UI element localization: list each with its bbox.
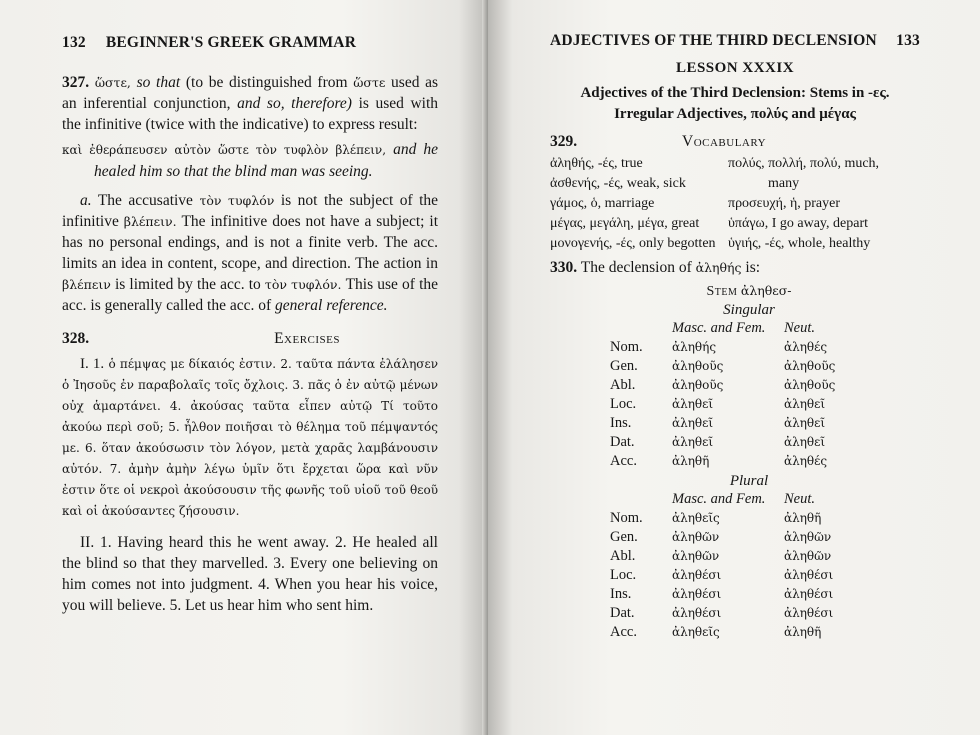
vocab-entry: many: [768, 176, 800, 191]
subtitle-line-1: Adjectives of the Third Declension: Stems in -ες.: [580, 85, 890, 101]
lesson-title: LESSON XXXIX: [675, 60, 795, 76]
paradigm-row: [610, 604, 833, 623]
vocab-entry: μονογενής, -ές, only begotten: [550, 236, 716, 251]
right-running-title: ADJECTIVES OF THE THIRD DECLENSION: [550, 32, 877, 49]
paradigm-row: [610, 528, 833, 547]
section-number: 328.: [62, 330, 90, 347]
greek-term: ἀληθής: [695, 260, 742, 275]
paradigm-row: [610, 395, 835, 414]
neut-form: ἀληθοῦς: [784, 378, 836, 392]
singular-paradigm: [610, 319, 835, 471]
vocab-entry: ὑγιής, -ές, whole, healthy: [728, 236, 871, 251]
singular-label: Singular: [723, 302, 775, 318]
text: This use of the acc. is generally called the acc. of: [62, 276, 439, 314]
paradigm-row: [610, 452, 835, 471]
left-running-head: [62, 34, 438, 56]
subtitle-line-2: Irregular Adjectives, πολύς and μέγας: [614, 106, 856, 122]
right-running-head: [550, 32, 920, 54]
exercises-title: Exercises: [274, 330, 340, 347]
neut-form: ἀληθῆ: [784, 511, 822, 525]
right-page-number: 133: [896, 32, 920, 49]
greek-term: τὸν τυφλόν: [199, 193, 275, 208]
note-label: a.: [80, 192, 92, 209]
case-label: Gen.: [610, 529, 638, 545]
example-english: and he healed him so that the blind man was seeing.: [94, 141, 438, 180]
case-label: Abl.: [610, 548, 636, 564]
case-label: Acc.: [610, 453, 637, 469]
example-greek: καὶ ἐθεράπευσεν αὐτὸν ὥστε τὸν τυφλὸν βλέπειν,: [62, 143, 387, 157]
neut-form: ἀληθῶν: [784, 549, 832, 563]
paradigm-row: [610, 547, 833, 566]
vocab-entry: προσευχή, ἡ, prayer: [728, 196, 841, 211]
neut-form: ἀληθές: [784, 340, 828, 354]
text: is limited by the acc. to: [114, 276, 261, 293]
case-label: Abl.: [610, 377, 636, 393]
vocab-entry: ὑπάγω, I go away, depart: [728, 216, 869, 231]
neut-form: ἀληθεῖ: [784, 397, 826, 411]
col-masc-fem: Masc. and Fem.: [672, 320, 766, 336]
masc-fem-form: ἀληθεῖς: [672, 511, 720, 525]
left-page: [0, 0, 488, 735]
greek-term: τὸν τυφλόν.: [264, 277, 342, 292]
masc-fem-form: ἀληθέσι: [672, 587, 722, 601]
stem-word: Stem: [706, 284, 738, 299]
masc-fem-form: ἀληθής: [672, 340, 717, 354]
meaning: and so, therefore): [237, 95, 352, 112]
col-neut: Neut.: [784, 491, 816, 507]
paradigm-row: [610, 338, 835, 357]
masc-fem-form: ἀληθεῖ: [672, 397, 714, 411]
paradigm-row: [610, 376, 835, 395]
example-327: [62, 139, 438, 182]
case-label: Gen.: [610, 358, 638, 374]
paradigm-row: [610, 566, 833, 585]
neut-form: ἀληθέσι: [784, 587, 834, 601]
note-327a: [62, 190, 438, 316]
exercises-part-2: II. 1. Having heard this he went away. 2. He healed all the blind so that they marvelled. 3. Every one believing on him comes not into judgment. 4. When you hear his voice, you will believe. 5. Let us hear him who sent him.: [62, 534, 438, 614]
neut-form: ἀληθεῖ: [784, 435, 826, 449]
masc-fem-form: ἀληθῶν: [672, 549, 720, 563]
exercise-label: I. 1.: [80, 356, 105, 372]
text: is:: [745, 259, 761, 276]
section-number: 330.: [550, 259, 578, 276]
greek-term: βλέπειν.: [123, 214, 177, 229]
masc-fem-form: ἀληθεῖ: [672, 416, 714, 430]
vocabulary-heading: [550, 133, 920, 151]
masc-fem-form: ἀληθέσι: [672, 606, 722, 620]
emphasis: general reference.: [275, 297, 388, 314]
greek-exercises: ὁ πέμψας με δίκαιός ἐστιν. 2. ταῦτα πάντα ἐλάλησεν ὁ Ἰησοῦς ἐν παραβολαῖς τοῖς ὄχλοις. 3. πᾶς ὁ ἐν αὐτῷ μένων οὐχ ἁμαρτάνει. 4. ἀκούσας ταῦτα εἶπεν αὐτῷ Τί τοῦτο ἀκούω περὶ σοῦ; 5. ἦλθον ποιῆσαι τὸ θέλημα τοῦ πέμψαντός με. 6. ὅταν ἀκούσωσιν τὸν λόγον, μετὰ χαρᾶς λαμβάνουσιν αὐτόν. 7. ἀμὴν ἀμὴν λέγω ὑμῖν ὅτι ἔρχεται ὥρα καὶ νῦν ἐστιν ὅτε οἱ νεκροὶ ἀκούσουσιν τῆς φωνῆς τοῦ υἱοῦ τοῦ θεοῦ καὶ οἱ ἀκούσαντες ζήσουσιν.: [62, 357, 439, 518]
vocabulary-title: Vocabulary: [682, 133, 767, 150]
text: The accusative: [97, 192, 193, 209]
paradigm-row: [610, 357, 835, 376]
left-page-number: 132: [62, 34, 86, 51]
paradigm-row: [610, 623, 833, 642]
vocab-entry: ἀληθής, -ές, true: [550, 156, 643, 171]
neut-form: ἀληθεῖ: [784, 416, 826, 430]
left-running-title: BEGINNER'S GREEK GRAMMAR: [105, 34, 357, 51]
neut-form: ἀληθέσι: [784, 606, 834, 620]
vocabulary-list: [550, 154, 920, 254]
text: is used with the infinitive (twice with the indicative) to express result:: [62, 95, 439, 133]
vocab-entry: γάμος, ὁ, marriage: [550, 196, 655, 211]
section-327: [62, 72, 438, 135]
case-label: Ins.: [610, 415, 632, 431]
col-masc-fem: Masc. and Fem.: [672, 491, 766, 507]
masc-fem-form: ἀληθῶν: [672, 530, 720, 544]
greek-term: βλέπειν: [62, 277, 111, 292]
section-330: [550, 259, 920, 277]
vocab-entry: ἀσθενής, -ές, weak, sick: [550, 176, 686, 191]
vocab-entry: μέγας, μεγάλη, μέγα, great: [550, 216, 700, 231]
column-header-row: [610, 319, 835, 338]
blank-cell: [610, 490, 672, 509]
neut-form: ἀληθές: [784, 454, 828, 468]
greek-term: ὥστε,: [94, 75, 131, 90]
plural-paradigm: [610, 490, 833, 642]
paradigm-row: [610, 509, 833, 528]
meaning: so that: [136, 74, 181, 91]
column-header-row: [610, 490, 833, 509]
greek-term: ὥστε: [353, 75, 386, 90]
blank-cell: [610, 319, 672, 338]
lesson-subtitle: [550, 83, 920, 125]
text: The declension of: [580, 259, 692, 276]
paradigm-row: [610, 414, 835, 433]
stem-greek: ἀληθεσ-: [740, 283, 792, 298]
case-label: Nom.: [610, 339, 643, 355]
neut-form: ἀληθέσι: [784, 568, 834, 582]
text: used as an inferential conjunction,: [62, 74, 439, 112]
section-328-heading: [62, 330, 438, 348]
paradigm-row: [610, 585, 833, 604]
masc-fem-form: ἀληθοῦς: [672, 378, 724, 392]
masc-fem-form: ἀληθοῦς: [672, 359, 724, 373]
exercises-part-1: [62, 354, 438, 522]
masc-fem-form: ἀληθῆ: [672, 454, 710, 468]
right-page: [488, 0, 980, 735]
vocab-entry: πολύς, πολλή, πολύ, much,: [728, 156, 880, 171]
neut-form: ἀληθῆ: [784, 625, 822, 639]
masc-fem-form: ἀληθεῖς: [672, 625, 720, 639]
case-label: Ins.: [610, 586, 632, 602]
text: (to be distinguished from: [185, 74, 348, 91]
case-label: Nom.: [610, 510, 643, 526]
masc-fem-form: ἀληθεῖ: [672, 435, 714, 449]
section-number: 329.: [550, 133, 578, 150]
case-label: Dat.: [610, 605, 635, 621]
col-neut: Neut.: [784, 320, 816, 336]
neut-form: ἀληθοῦς: [784, 359, 836, 373]
section-number: 327.: [62, 74, 90, 91]
plural-label: Plural: [729, 473, 769, 489]
case-label: Loc.: [610, 567, 637, 583]
neut-form: ἀληθῶν: [784, 530, 832, 544]
text: is not the subject of the infinitive: [62, 192, 439, 230]
stem-label: [578, 283, 920, 300]
text: The infinitive does not have a subject; it has no personal endings, and is not a finite verb. The acc. limits an idea in content, scope, and direction. The action in: [62, 213, 438, 272]
case-label: Dat.: [610, 434, 635, 450]
case-label: Loc.: [610, 396, 637, 412]
masc-fem-form: ἀληθέσι: [672, 568, 722, 582]
paradigm-row: [610, 433, 835, 452]
case-label: Acc.: [610, 624, 637, 640]
